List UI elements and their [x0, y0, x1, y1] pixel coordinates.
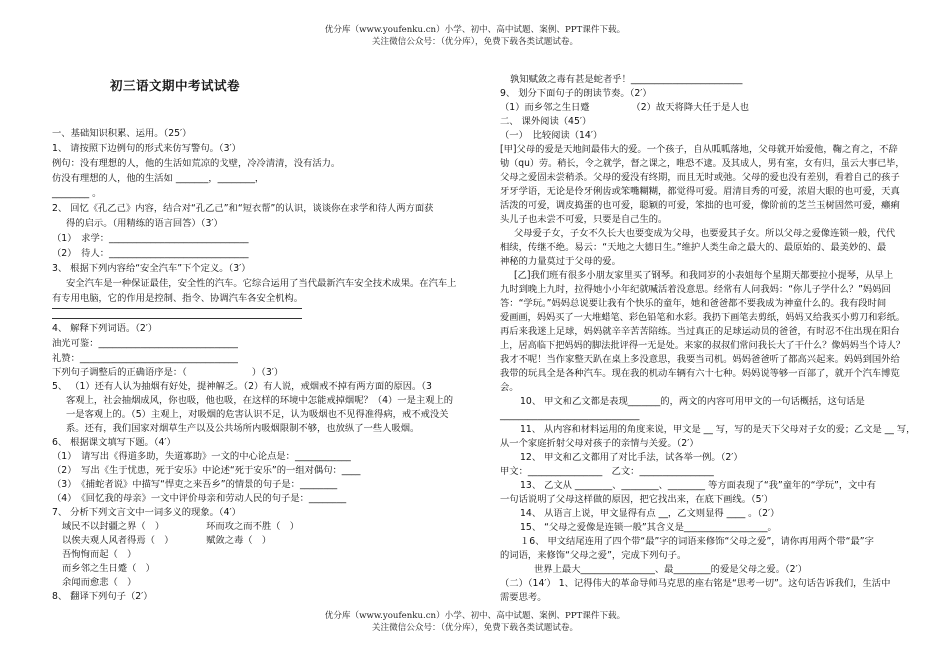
passage-a: 相续，传继不绝。易云：“天地之大德日生。”维护人类生命之最大的、最原始的、最美妙的、最 [500, 242, 887, 253]
passage-b: 会。 [500, 382, 519, 393]
header-line-2: 关注微信公众号：（优分库），免费下载各类试题试卷。 [371, 37, 579, 47]
passage-b: 九时到晚上九时，拉得她小小年纪就喊活着没意思。经常有人问我妈：“你儿子学什么？”妈妈回 [500, 284, 891, 295]
section-2-part-2-cont: 需要思考。 [500, 592, 547, 603]
passage-a: 头儿子也未尝不可爱，只要是自己生的。 [500, 214, 668, 225]
question-9-items: （1）而乡邻之生日蹙 （2）故天将降大任于是人也 [500, 102, 749, 113]
polysemy-row-4: 而乡邻之生日蹙（ ） [62, 563, 155, 574]
footer-line-2: 关注微信公众号：（优分库），免费下载各类试题试卷。 [371, 623, 579, 633]
question-16-sentence: 世界上最大________________、最________的爱是父母之爱。（2′） [534, 564, 807, 575]
comparative-reading-heading: （一） 比较阅读（14′） [500, 130, 603, 141]
question-5: 5、 （1）还有人认为抽烟有好处，提神解乏。（2）有人说，戒烟戒不掉有两方面的原因。（3 [52, 381, 432, 392]
polysemy-row-2: 以俟夫观人风者得焉（ ） 赋敛之毒（ ） [62, 535, 272, 546]
passage-b: [乙]我们班有很多小朋友家里买了钢琴。和我同岁的小表姐每个星期天都要拉小提琴，从早上 [514, 270, 894, 281]
answer-treat: （2） 待人：______________________________ [52, 248, 249, 259]
passage-b: 我带的玩具全是各种汽车。现在我的机动车辆有六十七种。妈妈说等够一百部了，就开个汽车博览 [500, 368, 900, 379]
passage-a: 父母爱子女，子女不久长大也要变成为父母，也要爱其子女。所以父母之爱像连锁一般，代代 [514, 228, 896, 239]
question-11: 11、 从内容和材料运用的角度来说，甲文是 __ 写，写的是天下父母对子女的爱；乙文是 __ 写， [520, 424, 916, 435]
question-16: １6、 甲文结尾连用了四个带“最”字的词语来修饰“父母之爱”，请你再用两个带“最”字 [520, 536, 874, 547]
question-13-cont: 一句话说明了父母这样做的原因，把它找出来，在底下画线。（5′） [500, 494, 773, 505]
page-header [0, 24, 950, 48]
passage-b: 上，居高临下把妈妈的脚法批评得一无是处。来家的叔叔们常问我长大了干什么？像妈妈当个诗人？ [500, 340, 905, 351]
footer-line-1: 优分库（www.youfenku.cn）小学、初中、高中试题、案例、PPT课件下载。 [324, 611, 626, 621]
question-4: 4、 解释下列词语。（2′） [52, 323, 158, 334]
question-11-cont: 从一个家庭折射父母对孩子的亲情与关爱。（2′） [500, 438, 699, 449]
word-lizan: 礼赞：__________________________________ [52, 353, 238, 364]
question-8: 8、 翻译下列句子（2′） [52, 591, 153, 602]
answer-study: （1） 求学：______________________________ [52, 233, 249, 244]
answer-line [52, 318, 302, 319]
imitation-line-end: ________ 。 [52, 188, 102, 199]
question-15: 15、 “父母之爱像是连锁一般”其含义是__________________。 [520, 522, 777, 533]
translate-sentence: 孰知赋敛之毒有甚是蛇者乎！________________________ [510, 74, 743, 85]
polysemy-row-1: 域民不以封疆之界（ ） 环而攻之而不胜（ ） [62, 521, 300, 532]
question-10-blank: ______________________________ [500, 410, 640, 421]
passage-b: 再后来我迷上足球，妈妈就辛辛苦苦陪练。当过真正的足球运动员的爸爸，有时忍不住出现在阳台 [500, 326, 900, 337]
polysemy-row-3: 吾恂恂而起（ ） [62, 549, 137, 560]
passage-a: 父母之爱固未尝稍杀。父母的爱没有终期，而且无时或弛。父母的爱也没有差别，看着自己的孩子 [500, 172, 900, 183]
question-3-text: 安全汽车是一种保证最佳，安全性的汽车。它综合运用了当代最新汽车安全技术成果。在汽车上 [66, 278, 457, 289]
question-7: 7、 分析下列文言文中一词多义的现象。（4′） [52, 507, 241, 518]
question-16-cont: 的词语，来修饰“父母之爱”，完成下列句子。 [500, 550, 687, 561]
question-12: 12、 甲文和乙文都用了对比手法，试各举一例。（2′） [520, 452, 743, 463]
question-6-1: （1） 请写出《得道多助，失道寡助》一文的中心论点是：____________ [52, 451, 351, 462]
paper-title: 初三语文期中考试试卷 [110, 78, 241, 93]
question-5-cont-1: 客观上，社会抽烟成风，你也吸，他也吸，在这样的环境中怎能戒掉烟呢？（4）一是主观上的 [66, 395, 454, 406]
passage-a: 劬（qu）劳。稍长，令之就学，督之课之，唯恐不逮。及其成人，男有室，女有归，虽云大事已毕， [500, 158, 905, 169]
word-youguang: 油光可鉴：______________________________ [52, 338, 238, 349]
question-10: 10、 甲文和乙文都是表现_______的，两文的内容可用甲文的一句话概括，这句话是 [520, 396, 865, 407]
section-2-heading: 二、 课外阅读（45′） [500, 116, 592, 127]
question-6-2: （2） 写出《生于忧患，死于安乐》中论述“死于安乐”的一组对偶句：____ [52, 465, 361, 476]
passage-b: 答：“学玩。”妈妈总说要让我有个快乐的童年，她和爸爸都不要我成为神童什么的。我有段时间 [500, 298, 887, 309]
question-3: 3、 根据下列内容给“安全汽车”下个定义。（3′） [52, 263, 251, 274]
imitation-line: 仿没有理想的人，他的生活如 _______，________， [52, 173, 265, 184]
question-13: 13、 乙文从 ________、________、________ 等方面表现了“我”童年的“学玩”，文中有 [520, 480, 877, 491]
passage-a: 活泼的可爱，调皮捣蛋的也可爱，聪颖的可爱，笨拙的也可爱，像阶前的芝兰玉树固然可爱，癞痢 [500, 200, 900, 211]
answer-line [52, 308, 302, 309]
polysemy-row-5: 余闻而愈悲（ ） [62, 577, 137, 588]
example-sentence: 例句：没有理想的人，他的生活如荒凉的戈壁，冷冷清清，没有活力。 [52, 158, 341, 169]
header-line-1: 优分库（www.youfenku.cn）小学、初中、高中试题、案例、PPT课件下载。 [324, 25, 626, 35]
passage-a: 神秘的力量莫过于父母的爱。 [500, 256, 621, 267]
question-2: 2、 回忆《孔乙己》内容，结合对“孔乙己”和“短衣帮”的认识，谈谈你在求学和待人两方面获 [52, 203, 434, 214]
question-5-cont-2: 一是客观上的。（5）主观上，对吸烟的危害认识不足，认为吸烟也不见得准得病，戒不戒没关 [66, 409, 449, 420]
question-6: 6、 根据课文填写下题。（4′） [52, 437, 176, 448]
question-6-3: （3） 《捕蛇者说》中描写“悍吏之来吾乡”的情景的句子是：________ [52, 479, 338, 490]
question-12-answers: 甲文：________________ 乙文：________________ [500, 466, 714, 477]
question-14: 14、 从语言上说，甲文显得有点 __，乙文则显得 ____ 。（2′） [520, 508, 780, 519]
sentence-order-prompt: 下列句子调整后的正确语序是：（ ）（3′） [52, 367, 284, 378]
question-9: 9、 划分下面句子的朗读节奏。（2′） [500, 88, 652, 99]
question-6-4: （4） 《回忆我的母亲》一文中评价母亲和劳动人民的句子是：________ [52, 493, 347, 504]
passage-b: 爱画画，妈妈买了一大堆蜡笔、彩色铅笔和水彩。我扔下画笔去剪纸，妈妈又给我买小剪刀和彩纸。 [500, 312, 905, 323]
question-1: 1、 请按照下边例句的形式来仿写警句。（3′） [52, 143, 241, 154]
page-footer [0, 610, 950, 634]
question-3-text-cont: 有专用电脑，它的作用是控制、指令、协调汽车各安全机构。 [52, 293, 304, 304]
passage-a: 牙牙学语，无论是伶牙俐齿或笨嘴糊糊，都觉得可爱。眉清目秀的可爱，浓眉大眼的也可爱，天真 [500, 186, 900, 197]
section-2-part-2: （二）（14′） 1、记得伟大的革命导师马克思的座右铭是“思考一切”。这句话告诉我们，生活中 [500, 578, 891, 589]
question-5-cont-3: 系。还有，我们国家对烟草生产以及公共场所内吸烟限制不够，也放纵了一些人吸烟。 [66, 423, 420, 434]
question-2-cont: 得的启示。（用精练的语言回答）（3′） [66, 218, 223, 229]
section-1-heading: 一、基础知识积累、运用。（25′） [52, 128, 192, 139]
passage-a: [甲]父母的爱是天地间最伟大的爱。一个孩子，自从呱呱落地，父母就开始爱他，鞠之育之，不辞 [500, 144, 898, 155]
passage-b: 我才不呢！当作家整天趴在桌上多没意思，我要当司机。妈妈爸爸听了都高兴起来。妈妈到国外给 [500, 354, 900, 365]
